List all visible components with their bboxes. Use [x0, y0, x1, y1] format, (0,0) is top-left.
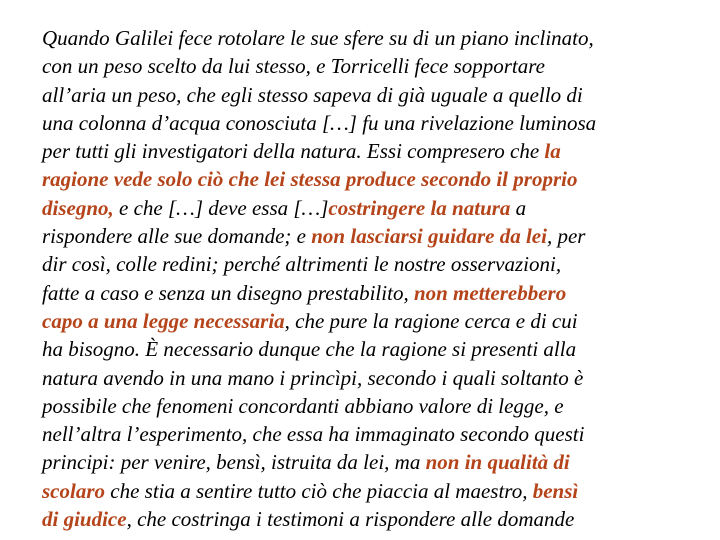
text-line [42, 392, 712, 420]
body-text: fatte a caso e senza un disegno prestabilito, [42, 280, 414, 305]
emphasized-text: scolaro [42, 478, 105, 503]
body-text: Quando Galilei fece rotolare le sue sfere su di un piano inclinato, [42, 26, 594, 50]
text-line [42, 364, 712, 392]
text-line [42, 81, 712, 109]
text-line [42, 307, 712, 335]
body-text: con un peso scelto da lui stesso, e Torricelli fece sopportare [42, 54, 545, 79]
body-text: rispondere alle sue domande; e [42, 224, 312, 249]
body-text: che stia a sentire tutto ciò che piaccia al maestro, [105, 478, 533, 503]
quote-passage [42, 24, 712, 533]
text-line [42, 24, 712, 52]
text-line [42, 165, 712, 193]
body-text: nell’altra l’esperimento, che essa ha immaginato secondo questi [42, 422, 585, 447]
text-line [42, 448, 712, 476]
emphasized-text: ragione vede solo ciò che lei stessa produce secondo il proprio [42, 167, 578, 192]
body-text: dir così, colle redini; perché altrimenti le nostre osservazioni, [42, 252, 562, 277]
body-text: , che costringa i testimoni a rispondere alle domande [126, 507, 575, 532]
emphasized-text: non lasciarsi guidare da lei [311, 224, 547, 249]
body-text: natura avendo in una mano i princìpi, secondo i quali soltanto è [42, 365, 584, 390]
body-text: a [510, 195, 527, 220]
emphasized-text: capo a una legge necessaria [42, 308, 285, 333]
body-text: , per [546, 224, 586, 249]
emphasized-text: disegno, [42, 195, 114, 220]
text-line [42, 194, 712, 222]
text-line [42, 109, 712, 137]
text-line [42, 279, 712, 307]
body-text: ha bisogno. È necessario dunque che la ragione si presenti alla [42, 337, 577, 362]
text-line [42, 137, 712, 165]
body-text: , che pure la ragione cerca e di cui [284, 308, 578, 333]
emphasized-text: la [544, 139, 561, 164]
body-text: possibile che fenomeni concordanti abbiano valore di legge, e [42, 393, 564, 418]
body-text: per tutti gli investigatori della natura. Essi compresero che [42, 139, 545, 164]
text-line [42, 335, 712, 363]
text-line [42, 505, 712, 533]
text-line [42, 477, 712, 505]
emphasized-text: non metterebbero [413, 280, 567, 305]
body-text: e che […] deve essa […] [113, 195, 329, 220]
body-text: all’aria un peso, che egli stesso sapeva di già uguale a quello di [42, 82, 583, 107]
emphasized-text: bensì [532, 478, 579, 503]
emphasized-text: non in qualità di [425, 450, 570, 475]
body-text: una colonna d’acqua conosciuta […] fu una rivelazione luminosa [42, 110, 597, 135]
text-line [42, 222, 712, 250]
emphasized-text: di giudice [42, 507, 127, 532]
body-text: principi: per venire, bensì, istruita da lei, ma [42, 450, 426, 475]
text-line [42, 420, 712, 448]
emphasized-text: costringere la natura [328, 195, 511, 220]
text-line [42, 250, 712, 278]
text-line [42, 52, 712, 80]
